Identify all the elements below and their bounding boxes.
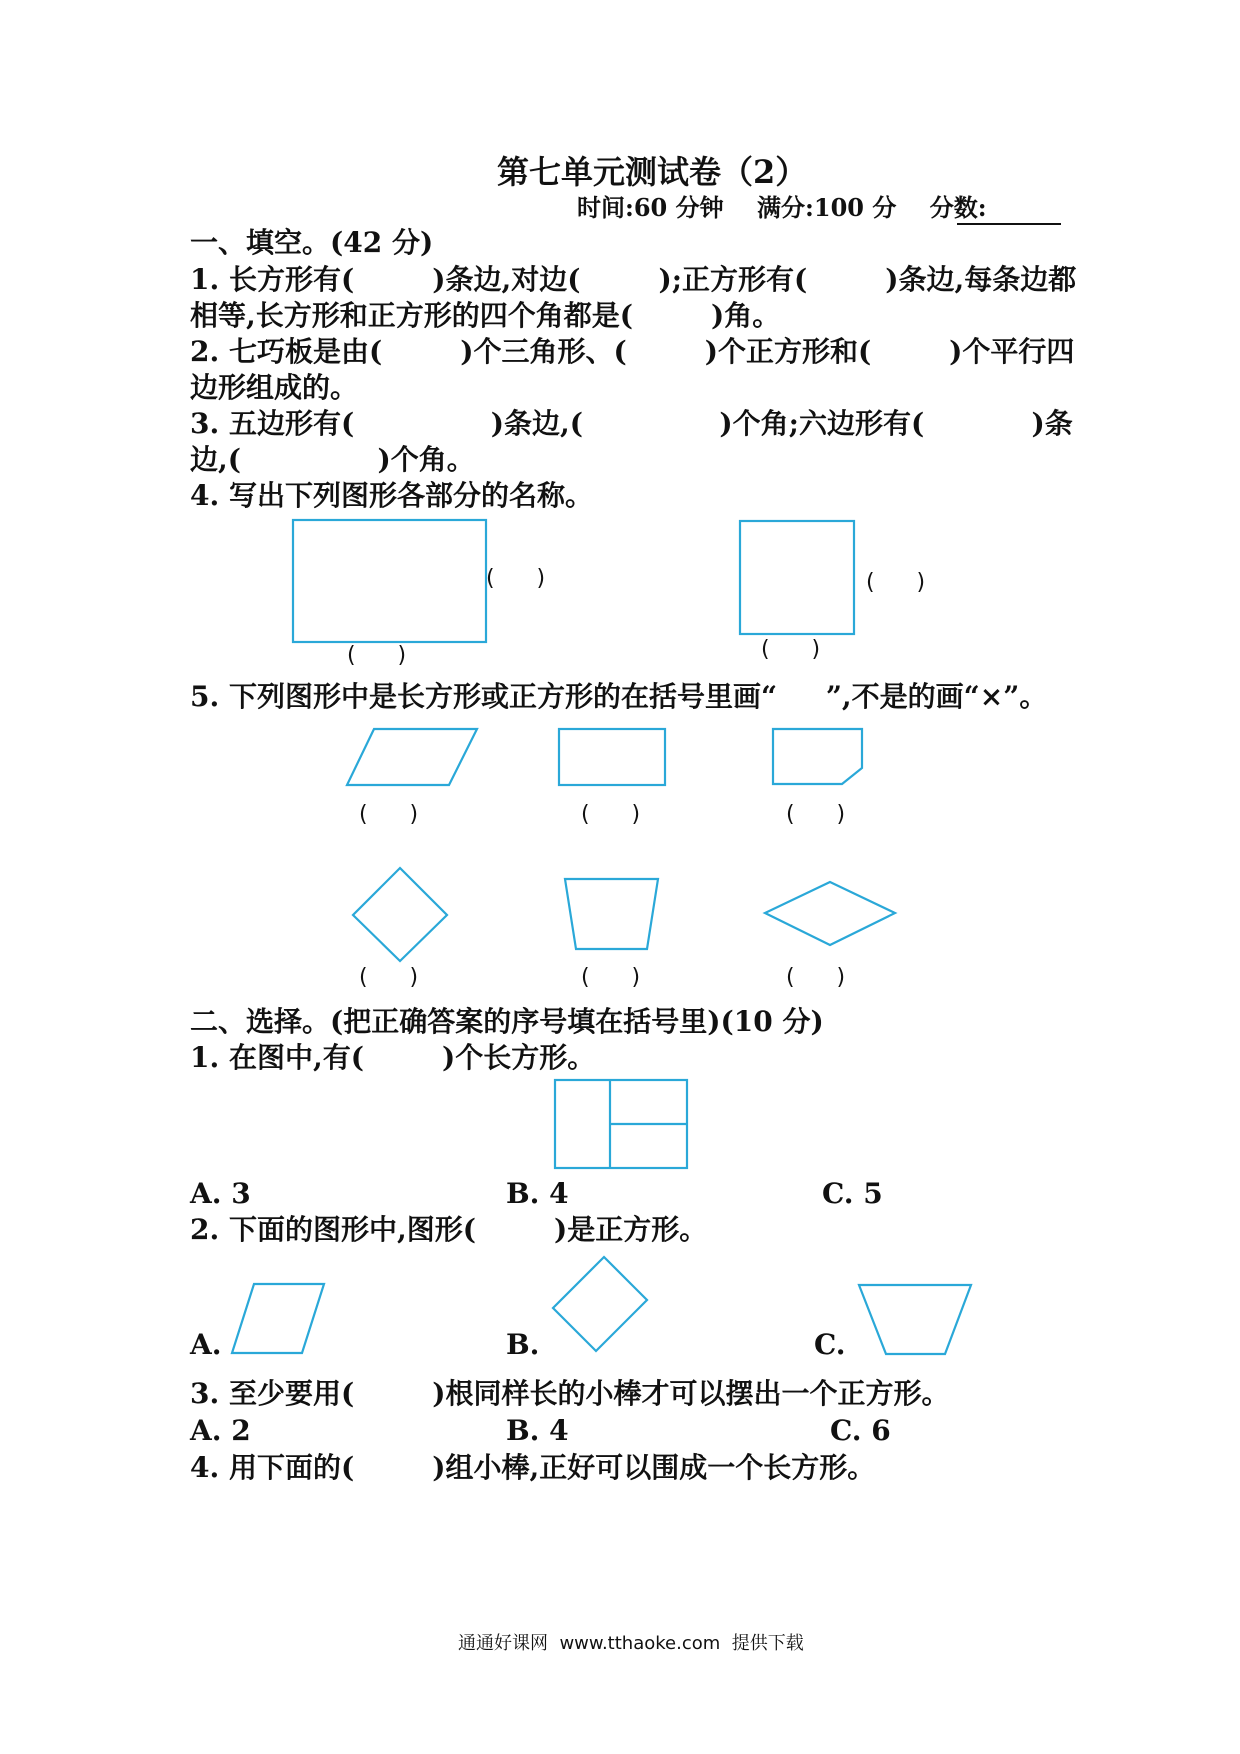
s2-q1-text: 1. 在图中,有( )个长方形。 — [190, 1041, 596, 1074]
s2-q1-grid-figure — [554, 1079, 688, 1169]
s1-q2-line1: 2. 七巧板是由( )个三角形、( )个正方形和( )个平行四 — [190, 335, 1075, 368]
s2-q2-text: 2. 下面的图形中,图形( )是正方形。 — [190, 1213, 708, 1246]
s1-q1-line1: 1. 长方形有( )条边,对边( );正方形有( )条边,每条边都 — [190, 263, 1077, 296]
s2-q1-option-a[interactable]: A. 3 — [190, 1177, 251, 1210]
q5-paren-3[interactable]: ( ) — [786, 802, 846, 827]
score-blank[interactable] — [957, 223, 1061, 225]
q4-square-bottom-paren[interactable]: ( ) — [761, 637, 821, 662]
section2-heading: 二、选择。(把正确答案的序号填在括号里)(10 分) — [190, 1005, 824, 1038]
section1-heading: 一、填空。(42 分) — [190, 226, 434, 259]
s2-q3-option-a[interactable]: A. 2 — [190, 1414, 251, 1447]
q5-rectangle-figure — [558, 728, 667, 787]
s2-q3-option-c[interactable]: C. 6 — [830, 1414, 891, 1447]
s2-q2-tilted-square-figure — [552, 1256, 649, 1353]
q5-paren-6[interactable]: ( ) — [786, 965, 846, 990]
s1-q3-line1: 3. 五边形有( )条边,( )个角;六边形有( )条 — [190, 407, 1073, 440]
page-title: 第七单元测试卷（2） — [497, 153, 808, 191]
q5-paren-4[interactable]: ( ) — [359, 965, 419, 990]
s1-q4-text: 4. 写出下列图形各部分的名称。 — [190, 479, 593, 512]
s1-q1-line2: 相等,长方形和正方形的四个角都是( )角。 — [190, 299, 781, 332]
s2-q4-text: 4. 用下面的( )组小棒,正好可以围成一个长方形。 — [190, 1451, 876, 1484]
s2-q1-option-b[interactable]: B. 4 — [506, 1177, 569, 1210]
q5-paren-2[interactable]: ( ) — [581, 802, 641, 827]
q5-parallelogram-figure — [346, 728, 478, 786]
q5-paren-5[interactable]: ( ) — [581, 965, 641, 990]
s2-q1-option-c[interactable]: C. 5 — [822, 1177, 883, 1210]
s2-q2-trapezoid-figure — [858, 1284, 973, 1356]
s1-q5-text: 5. 下列图形中是长方形或正方形的在括号里画“ ”,不是的画“×”。 — [190, 680, 1048, 713]
q4-rectangle-figure — [292, 519, 488, 644]
q4-rect-bottom-paren[interactable]: ( ) — [347, 643, 407, 668]
footer-source: 通通好课网 www.tthaoke.com 提供下载 — [458, 1633, 804, 1654]
s2-q3-text: 3. 至少要用( )根同样长的小棒才可以摆出一个正方形。 — [190, 1377, 950, 1410]
q5-trapezoid-figure — [564, 878, 660, 951]
s2-q3-option-b[interactable]: B. 4 — [506, 1414, 569, 1447]
s2-q2-parallelogram-figure — [231, 1283, 326, 1355]
s2-q2-option-c[interactable]: C. — [814, 1328, 846, 1361]
q4-square-side-paren[interactable]: ( ) — [866, 570, 926, 595]
s1-q3-line2: 边,( )个角。 — [190, 443, 475, 476]
q5-cut-corner-figure — [772, 728, 864, 786]
q4-rect-side-paren[interactable]: ( ) — [486, 566, 546, 591]
q5-rhombus-figure — [764, 881, 896, 947]
q4-square-figure — [739, 520, 856, 636]
s1-q2-line2: 边形组成的。 — [190, 371, 359, 404]
s2-q2-option-a[interactable]: A. — [190, 1328, 222, 1361]
q5-paren-1[interactable]: ( ) — [359, 802, 419, 827]
exam-meta: 时间:60 分钟 满分:100 分 分数: — [577, 193, 987, 222]
q5-tilted-square-figure — [352, 867, 449, 963]
s2-q2-option-b[interactable]: B. — [506, 1328, 540, 1361]
